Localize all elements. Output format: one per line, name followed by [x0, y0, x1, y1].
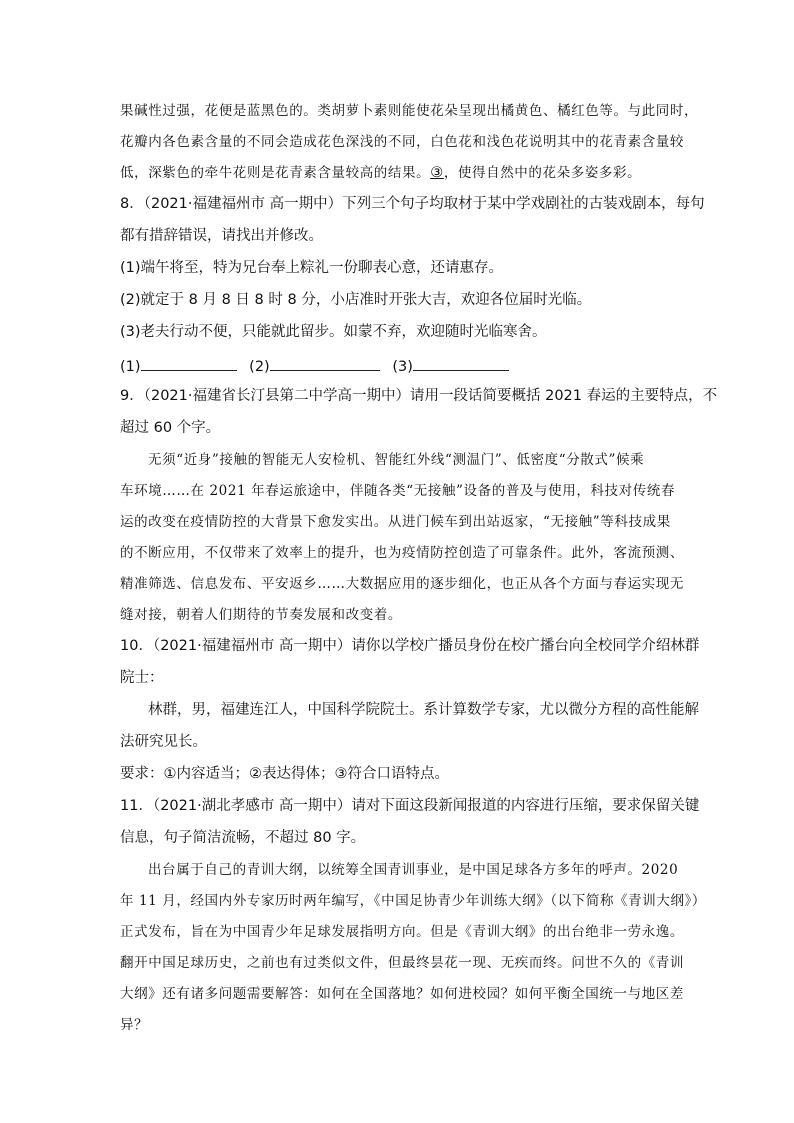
question-11-passage: 正式发布，旨在为中国青少年足球发展指明方向。但是《青训大纲》的出台绝非一劳永逸。 — [120, 924, 684, 940]
question-9-passage: 车环境……在 2021 年春运旅途中，伴随各类“无接触”设备的普及与使用，科技对传统春 — [120, 483, 676, 499]
answer-blank-2[interactable] — [270, 354, 380, 371]
question-8-stem: 都有措辞错误，请找出并修改。 — [120, 228, 323, 244]
question-8-sentence: (1)端午将至，特为兄台奉上粽礼一份聊表心意，还请惠存。 — [120, 260, 504, 276]
question-11-passage: 年 11 月，经国内外专家历时两年编写，《中国足协青少年训练大纲》（以下简称《青训大纲》） — [120, 893, 707, 909]
passage-line — [120, 163, 641, 183]
question-11-passage: 异？ — [120, 1017, 149, 1033]
question-11-passage: 大纲》还有诸多问题需要解答：如何在全国落地？如何进校园？如何平衡全国统一与地区差 — [120, 986, 684, 1002]
answer-blanks — [120, 354, 509, 377]
question-10-stem: 院士： — [120, 670, 164, 686]
passage-line: 果碱性过强，花便是蓝黑色的。类胡萝卜素则能使花朵呈现出橘黄色、橘红色等。与此同时， — [120, 103, 699, 119]
answer-label: (2) — [249, 359, 270, 375]
question-11-stem: 11．（2021·湖北孝感市 高一期中）请对下面这段新闻报道的内容进行压缩，要求保留关键 — [120, 798, 700, 814]
passage-text: ，使得自然中的花朵多姿多彩。 — [443, 165, 642, 181]
question-11-passage: 翻开中国足球历史，之前也有过类似文件，但最终昙花一现、无疾而终。问世不久的《青训 — [120, 955, 684, 971]
question-9-passage: 无须“近身”接触的智能无人安检机、智能红外线“测温门”、低密度“分散式”候乘 — [148, 452, 645, 468]
passage-line: 花瓣内各色素含量的不同会造成花色深浅的不同，白色花和浅色花说明其中的花青素含量较 — [120, 134, 684, 150]
question-11-passage: 出台属于自己的青训大纲，以统筹全国青训事业，是中国足球各方多年的呼声。2020 — [148, 862, 679, 878]
question-10-material: 林群，男，福建连江人，中国科学院院士。系计算数学专家，尤以微分方程的高性能解 — [148, 702, 699, 718]
blank-marker: ③ — [430, 165, 444, 181]
question-10-material: 法研究见长。 — [120, 734, 207, 750]
answer-label: (1) — [120, 359, 141, 375]
question-11-stem: 信息，句子简洁流畅，不超过 80 字。 — [120, 830, 366, 846]
passage-text: 低，深紫色的牵牛花则是花青素含量较高的结果。 — [120, 165, 431, 181]
question-9-passage: 缝对接，朝着人们期待的节奏发展和改变着。 — [120, 607, 402, 623]
question-10-stem: 10．（2021·福建福州市 高一期中）请你以学校广播员身份在校广播台向全校同学介绍林群 — [120, 638, 700, 654]
answer-label: (3) — [392, 359, 413, 375]
question-9-passage: 的不断应用，不仅带来了效率上的提升，也为疫情防控创造了可靠条件。此外，客流预测、 — [120, 545, 684, 561]
question-9-passage: 运的改变在疫情防控的大背景下愈发实出。从进门候车到出站返家，“无接触”等科技成果 — [120, 514, 671, 530]
question-9-stem: 9．（2021·福建省长汀县第二中学高一期中）请用一段话简要概括 2021 春运的主要特点，不 — [120, 388, 718, 404]
question-10-requirements: 要求：①内容适当；②表达得体；③符合口语特点。 — [120, 766, 449, 782]
question-9-stem: 超过 60 个字。 — [120, 420, 221, 436]
question-9-passage: 精准筛选、信息发布、平安返乡……大数据应用的逐步细化，也正从各个方面与春运实现无 — [120, 576, 684, 592]
question-8-sentence: (3)老夫行动不便，只能就此留步。如蒙不弃，欢迎随时光临寒舍。 — [120, 324, 547, 340]
answer-blank-1[interactable] — [141, 354, 237, 371]
question-8-sentence: (2)就定于 8 月 8 日 8 时 8 分，小店准时开张大吉，欢迎各位届时光临。 — [120, 292, 592, 308]
answer-blank-3[interactable] — [413, 354, 509, 371]
question-8-stem: 8．（2021·福建福州市 高一期中）下列三个句子均取材于某中学戏剧社的古装戏剧本，每句 — [120, 196, 705, 212]
